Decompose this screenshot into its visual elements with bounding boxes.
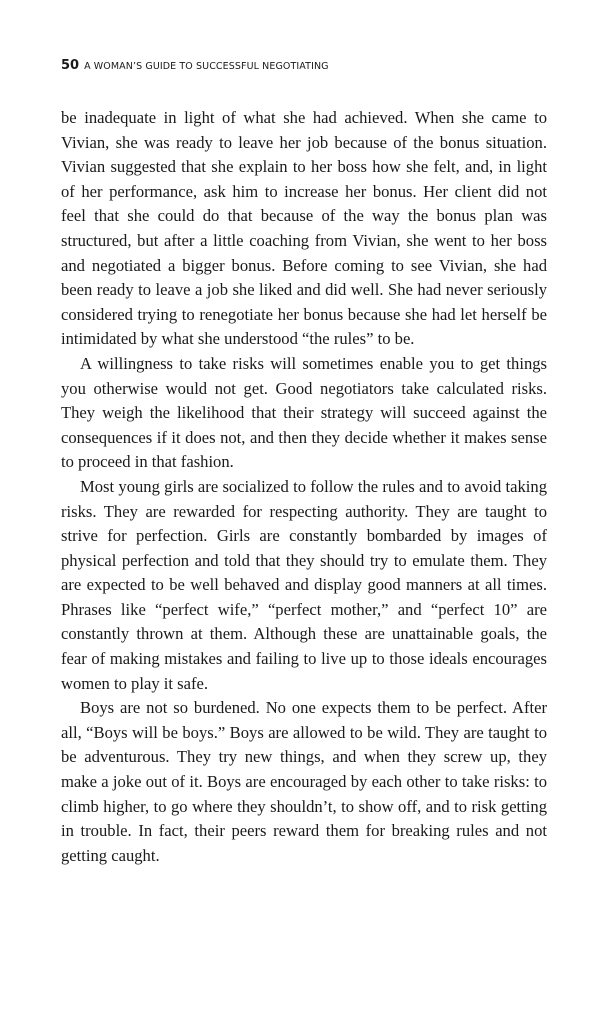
paragraph-risk-taking: A willingness to take risks will sometimes enable you to get things you otherwise would not get. Good negotiators take calculated risks. They weigh the likelihood that their strategy will succeed against the consequences if it does not, and then they decide whether it makes sense to proceed in that fashion. [61,353,547,472]
running-head [61,55,329,76]
body-text [61,106,547,868]
paragraph-continued: be inadequate in light of what she had achieved. When she came to Vivian, she was ready to leave her job because of the bonus situation. Vivian suggested that she explain to her boss how she felt, and, in light of her performance, ask him to increase her bonus. Her client did not feel that she could do that because of the way the bonus plan was structured, but after a little coaching from Vivian, she went to her boss and negotiated a bigger bonus. Before coming to see Vivian, she had been ready to leave a job she liked and did well. She had never seriously considered trying to renegotiate her bonus because she had let herself be intimidated by what she understood “the rules” to be. [61,108,547,349]
paragraph-boys: Boys are not so burdened. No one expects them to be perfect. After all, “Boys will be boys.” Boys are allowed to be wild. They are taught to be adventurous. They try new things, and when they screw up, they make a joke out of it. Boys are encouraged by each other to take risks: to climb higher, to go where they shouldn’t, to show off, and to risk getting in trouble. In fact, their peers reward them for breaking rules and not getting caught. [61,698,547,865]
book-title: A WOMAN’S GUIDE TO SUCCESSFUL NEGOTIATING [84,61,329,72]
page-number: 50 [61,58,80,73]
paragraph-girls: Most young girls are socialized to follow the rules and to avoid taking risks. They are rewarded for respecting authority. They are taught to strive for perfection. Girls are constantly bombarded by images of physical perfection and told that they should try to emulate them. They are expected to be well behaved and display good manners at all times. Phrases like “perfect wife,” “perfect mother,” and “perfect 10” are constantly thrown at them. Although these are unattainable goals, the fear of making mistakes and failing to live up to those ideals encourages women to play it safe. [61,476,547,693]
